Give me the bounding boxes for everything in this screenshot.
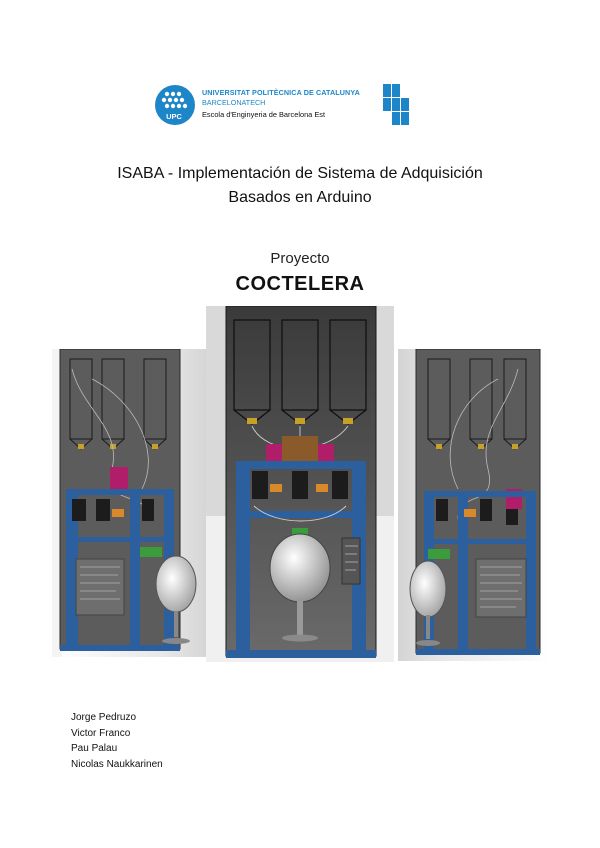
title-line-2: Basados en Arduino [228, 189, 372, 206]
author-name: Pau Palau [71, 743, 118, 754]
university-name-block [202, 89, 360, 119]
author-name: Jorge Pedruzo [71, 712, 137, 723]
render-front-view [206, 306, 394, 662]
eebe-logo-icon [383, 84, 411, 128]
machine-front-render [206, 306, 394, 662]
project-label: Proyecto [270, 250, 330, 267]
title-line-1: ISABA - Implementación de Sistema de Adquisición [117, 165, 483, 182]
machine-right-render [398, 349, 550, 661]
machine-left-render [52, 349, 210, 657]
render-right-view [398, 349, 550, 661]
project-name: COCTELERA [235, 273, 365, 295]
university-name: UNIVERSITAT POLITÈCNICA DE CATALUNYA [202, 88, 360, 97]
author-name: Nicolas Naukkarinen [71, 758, 163, 770]
upc-seal-icon [155, 85, 195, 125]
document-title [0, 162, 600, 210]
seal-text: UPC [166, 112, 182, 121]
eebe-logo [383, 84, 411, 128]
university-subtitle: BARCELONATECH [202, 98, 266, 108]
upc-logo [155, 85, 195, 125]
render-left-view [52, 349, 210, 657]
authors-list [71, 710, 163, 772]
author-name: Victor Franco [71, 727, 131, 739]
school-name: Escola d'Enginyeria de Barcelona Est [202, 110, 326, 120]
